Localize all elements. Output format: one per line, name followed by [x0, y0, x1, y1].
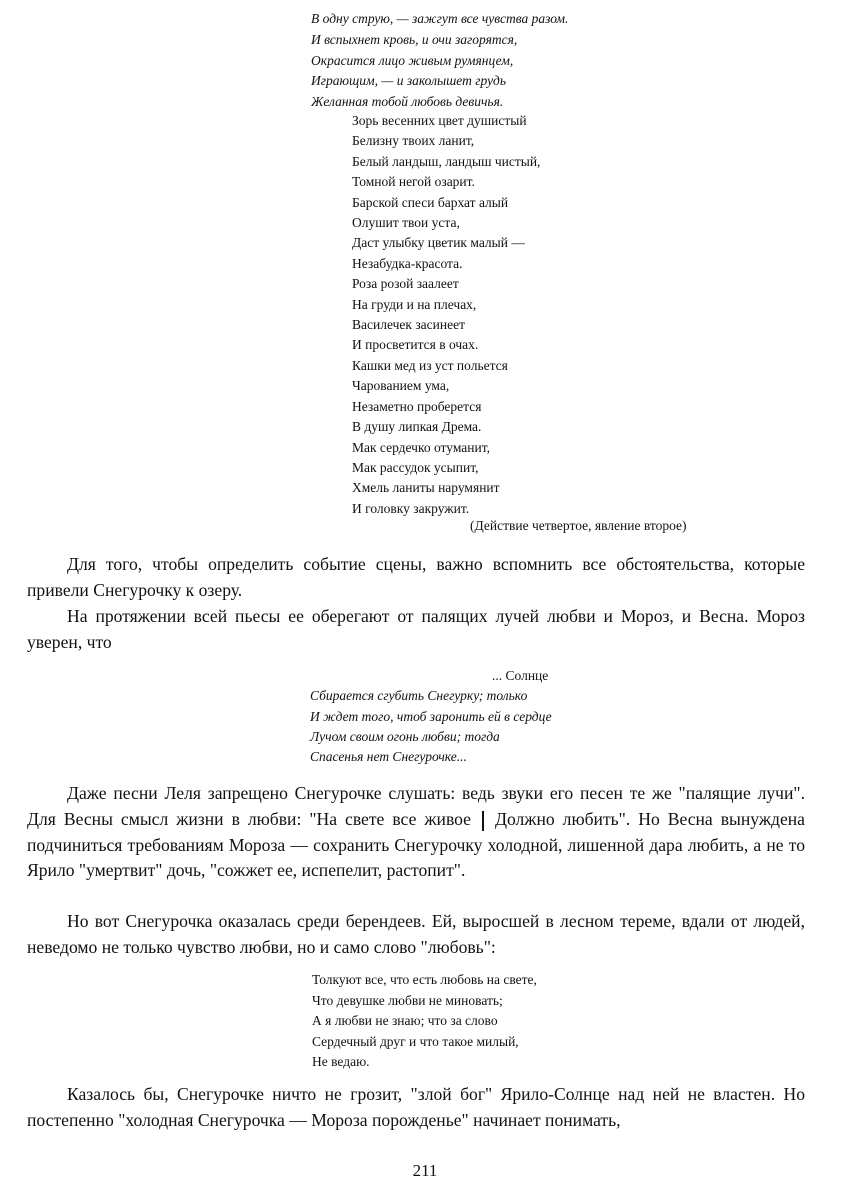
verse-snow: [312, 970, 537, 1073]
verse-line: Чарованием ума,: [352, 378, 450, 394]
verse-line: Мак сердечко отуманит,: [352, 439, 490, 455]
verse-line: Мак рассудок усыпит,: [352, 459, 479, 475]
verse-line: Белизну твоих ланит,: [352, 133, 475, 149]
verse-flowers: [352, 111, 540, 519]
verse-line: В одну струю, — зажгут все чувства разом.: [311, 11, 569, 26]
verse-line: Незабудка-красота.: [352, 255, 463, 271]
paragraph: Для того, чтобы определить событие сцены, важно вспомнить все обстоятельства, которые привели Снегурочку к озеру.: [27, 554, 805, 600]
verse-line: Незаметно проберется: [352, 398, 482, 414]
verse-line: Даст улыбку цветик малый —: [352, 235, 525, 251]
verse-line: Желанная тобой любовь девичья.: [311, 94, 504, 110]
verse-line: Толкуют все, что есть любовь на свете,: [312, 972, 537, 987]
paragraph-text: Должно любить". Но Весна вынуждена подчиниться требованиям Мороза — сохранить Снегурочку холодной, лишенной дара любить, а не то Ярило "умертвит" дочь, "сожжет ее, испепелит, растопит".: [27, 808, 805, 881]
line-break-mark: [482, 811, 484, 831]
verse-line: Белый ландыш, ландыш чистый,: [352, 153, 541, 169]
verse-frost: [310, 666, 552, 767]
verse-line: Кашки мед из уст польется: [352, 357, 508, 373]
paragraph-text: Даже песни Леля запрещено Снегурочке слушать: ведь звуки его песен те же "палящие лучи". Для Весны смысл жизни в любви: "На свете все живое: [27, 783, 805, 829]
verse-line: И головку закружит.: [352, 500, 470, 516]
paragraph: Но вот Снегурочка оказалась среди берендеев. Ей, выросшей в лесном тереме, вдали от людей, неведомо не только чувство любви, но и само слово "любовь":: [27, 911, 805, 957]
paragraph: Казалось бы, Снегурочке ничто не грозит, "злой бог" Ярило-Солнце над ней не властен. Но постепенно "холодная Снегурочка — Мороза порожденье" начинает понимать,: [27, 1084, 805, 1130]
verse-line: И просветится в очах.: [352, 337, 479, 353]
page-number: 211: [412, 1161, 438, 1180]
verse-line: А я любви не знаю; что за слово: [312, 1013, 498, 1028]
verse-line: Лучом своим огонь любви; тогда: [310, 728, 500, 744]
verse-line: Не ведаю.: [312, 1054, 370, 1069]
verse-line: ... Солнце: [492, 668, 549, 683]
verse-line: Сбирается сгубить Снегурку; только: [310, 688, 528, 704]
verse-line: Роза розой заалеет: [352, 276, 459, 292]
paragraph: На протяжении всей пьесы ее оберегают от палящих лучей любви и Мороз, и Весна. Мороз уверен, что: [27, 606, 805, 652]
verse-line: Спасенья нет Снегурочке...: [310, 749, 467, 765]
verse-line: В душу липкая Дрема.: [352, 419, 482, 435]
paragraph: [27, 781, 805, 884]
verse-line: Что девушке любви не миновать;: [312, 992, 503, 1008]
verse-line: Окрасится лицо живым румянцем,: [311, 52, 514, 68]
verse-line: Играющим, — и заколышет грудь: [311, 73, 506, 89]
verse-line: И вспыхнет кровь, и очи загорятся,: [311, 31, 518, 47]
verse-line: Барской спеси бархат алый: [352, 194, 509, 210]
scene-attribution: (Действие четвертое, явление второе): [470, 518, 687, 533]
verse-line: Зорь весенних цвет душистый: [352, 113, 527, 128]
verse-top: [311, 9, 568, 113]
verse-line: Василечек засинеет: [352, 317, 465, 333]
verse-line: На груди и на плечах,: [352, 296, 477, 312]
verse-line: Олушит твои уста,: [352, 215, 460, 231]
verse-line: И ждет того, чтоб заронить ей в сердце: [310, 708, 552, 724]
verse-line: Сердечный друг и что такое милый,: [312, 1033, 519, 1049]
verse-line: Томной негой озарит.: [352, 174, 475, 190]
verse-line: Хмель ланиты нарумянит: [352, 480, 500, 496]
